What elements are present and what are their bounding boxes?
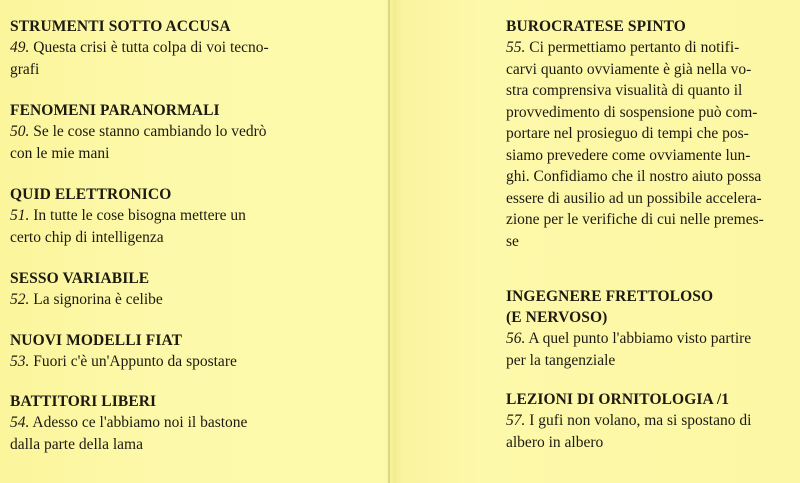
- aphorism-entry-49: [10, 16, 282, 80]
- right-page-column: [506, 16, 778, 453]
- entry-number: 57.: [506, 412, 526, 429]
- text-line: grafi: [10, 60, 40, 78]
- text-line-content: In tutte le cose bisogna mettere un: [33, 207, 246, 224]
- text-line: [10, 121, 282, 143]
- entry-number: 55.: [506, 39, 526, 56]
- aphorism-entry-50: [10, 100, 282, 164]
- aphorism-entry-55: [506, 16, 778, 252]
- book-gutter: [388, 0, 390, 483]
- entry-number: 52.: [10, 291, 30, 308]
- entry-number: 54.: [10, 414, 30, 431]
- entry-text: [10, 121, 282, 164]
- text-line: [10, 37, 282, 59]
- entry-text: [10, 205, 282, 248]
- entry-text: [10, 37, 282, 80]
- text-line: essere di ausilio ad un possibile accelera-: [506, 189, 762, 207]
- text-line-content: A quel punto l'abbiamo visto partire: [528, 330, 752, 347]
- text-line: carvi quanto ovviamente è già nella vo-: [506, 60, 752, 78]
- text-line: zione per le verifiche di cui nelle premes-: [506, 211, 764, 228]
- entry-heading: STRUMENTI SOTTO ACCUSA: [10, 18, 231, 35]
- text-line-content: Se le cose stanno cambiando lo vedrò: [33, 123, 267, 140]
- aphorism-entry-57: [506, 389, 778, 453]
- text-line: [506, 37, 778, 59]
- aphorism-entry-54: [10, 391, 282, 455]
- entry-text: [506, 37, 778, 252]
- text-line: con le mie mani: [10, 144, 110, 162]
- entry-heading: BUROCRATESE SPINTO: [506, 18, 686, 35]
- text-line: [10, 412, 282, 434]
- entry-number: 50.: [10, 123, 30, 140]
- entry-heading: QUID ELETTRONICO: [10, 186, 172, 203]
- text-line: siamo prevedere come ovviamente lun-: [506, 146, 751, 164]
- aphorism-entry-53: [10, 330, 282, 373]
- entry-text: [506, 328, 778, 371]
- entry-heading: FENOMENI PARANORMALI: [10, 102, 220, 119]
- text-line: albero in albero: [506, 433, 604, 451]
- text-line-content: Fuori c'è un'Appunto da spostare: [33, 352, 237, 370]
- entry-heading: NUOVI MODELLI FIAT: [10, 331, 183, 349]
- text-line: per la tangenziale: [506, 351, 616, 369]
- entry-text: [10, 412, 282, 455]
- entry-number: 56.: [506, 330, 526, 347]
- text-line-content: Ci permettiamo pertanto di notifi-: [529, 39, 740, 56]
- text-line: certo chip di intelligenza: [10, 228, 164, 246]
- left-page-column: [10, 16, 282, 455]
- text-line-content: Questa crisi è tutta colpa di voi tecno-: [33, 39, 269, 56]
- text-line: dalla parte della lama: [10, 435, 143, 453]
- entry-text: [506, 410, 778, 453]
- entry-number: 53.: [10, 352, 30, 370]
- aphorism-entry-56: [506, 286, 778, 371]
- entry-text: [10, 351, 282, 373]
- entry-heading-continued: (E NERVOSO): [506, 309, 608, 326]
- text-line-content: La signorina è celibe: [33, 291, 163, 308]
- entry-number: 49.: [10, 39, 30, 56]
- text-line: portare nel prosieguo di tempi che pos-: [506, 125, 749, 142]
- text-line: ghi. Confidiamo che il nostro aiuto possa: [506, 168, 762, 185]
- entry-text: [10, 289, 282, 311]
- entry-number: 51.: [10, 207, 30, 224]
- text-line: [506, 328, 778, 350]
- entry-heading: LEZIONI DI ORNITOLOGIA /1: [506, 391, 730, 408]
- entry-heading: BATTITORI LIBERI: [10, 393, 157, 410]
- entry-heading: SESSO VARIABILE: [10, 270, 150, 287]
- text-line: [506, 410, 778, 432]
- text-line: [10, 289, 282, 311]
- aphorism-entry-51: [10, 184, 282, 248]
- text-line: [10, 205, 282, 227]
- text-line: stra comprensiva visualità di quanto il: [506, 82, 743, 99]
- aphorism-entry-52: [10, 268, 282, 311]
- text-line: provvedimento di sospensione può com-: [506, 103, 758, 121]
- text-line-content: Adesso ce l'abbiamo noi il bastone: [32, 414, 248, 431]
- text-line-content: I gufi non volano, ma si spostano di: [529, 412, 752, 429]
- text-line: [10, 351, 282, 373]
- text-line: se: [506, 232, 519, 250]
- entry-heading: INGEGNERE FRETTOLOSO: [506, 288, 714, 305]
